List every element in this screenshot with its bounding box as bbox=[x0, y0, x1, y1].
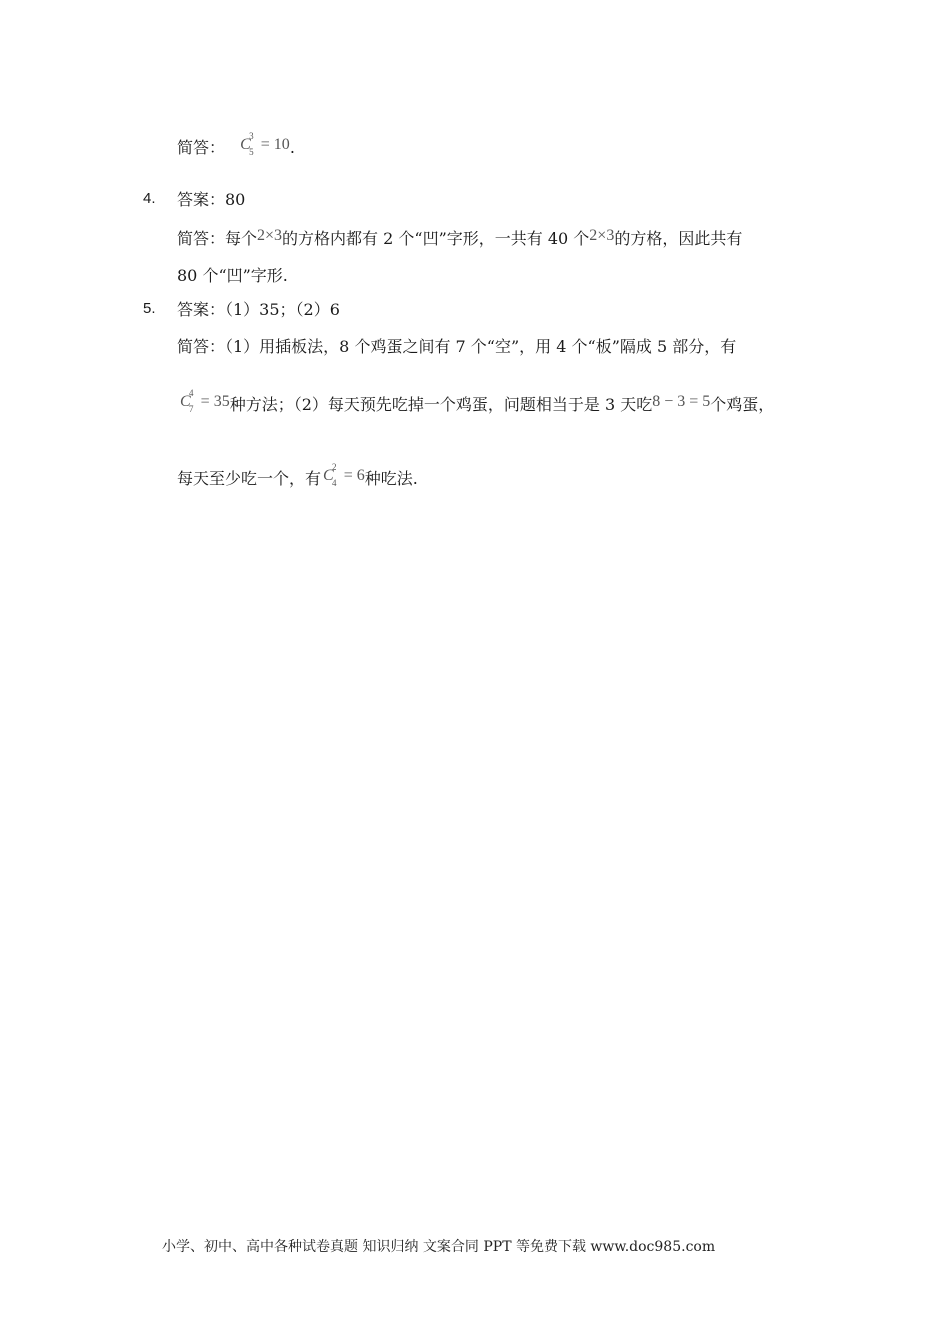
q5-answer: 答案：（1）35；（2）6 bbox=[177, 300, 340, 319]
q5-brief-line1: 简答：（1）用插板法，8 个鸡蛋之间有 7 个“空”，用 4 个“板”隔成 5 部分，有 bbox=[177, 337, 737, 356]
q4-brief-line2: 80 个“凹”字形. bbox=[177, 266, 288, 285]
q5-brief-line2: C 4 7 = 35种方法；（2）每天预先吃掉一个鸡蛋，问题相当于是 3 天吃8 − 3 = 5个鸡蛋， bbox=[180, 388, 775, 414]
q4-expr-1: 2×3 bbox=[257, 227, 283, 244]
q5-formula-1: C 4 7 = 35 bbox=[180, 388, 230, 414]
q3-formula: C 3 5 = 10 bbox=[240, 131, 290, 157]
q3-brief-label: 简答： bbox=[177, 138, 226, 157]
q5-expr-2: 8 − 3 = 5 bbox=[652, 393, 711, 410]
q3-period: . bbox=[289, 138, 295, 157]
q4-expr-2: 2×3 bbox=[589, 227, 615, 244]
q5-number: 5. bbox=[143, 300, 156, 317]
q4-number: 4. bbox=[143, 190, 156, 207]
q4-answer: 答案：80 bbox=[177, 190, 246, 209]
q3-brief-line bbox=[177, 131, 295, 159]
q4-brief-line1: 简答：每个2×3的方格内都有 2 个“凹”字形，一共有 40 个2×3的方格，因此共有 bbox=[177, 227, 743, 248]
q5-brief-line3: 每天至少吃一个，有 C 2 4 = 6种吃法. bbox=[177, 462, 418, 488]
q5-formula-2: C 2 4 = 6 bbox=[323, 462, 365, 488]
page-footer: 小学、初中、高中各种试卷真题 知识归纳 文案合同 PPT 等免费下载 www.doc985.com bbox=[162, 1239, 716, 1255]
